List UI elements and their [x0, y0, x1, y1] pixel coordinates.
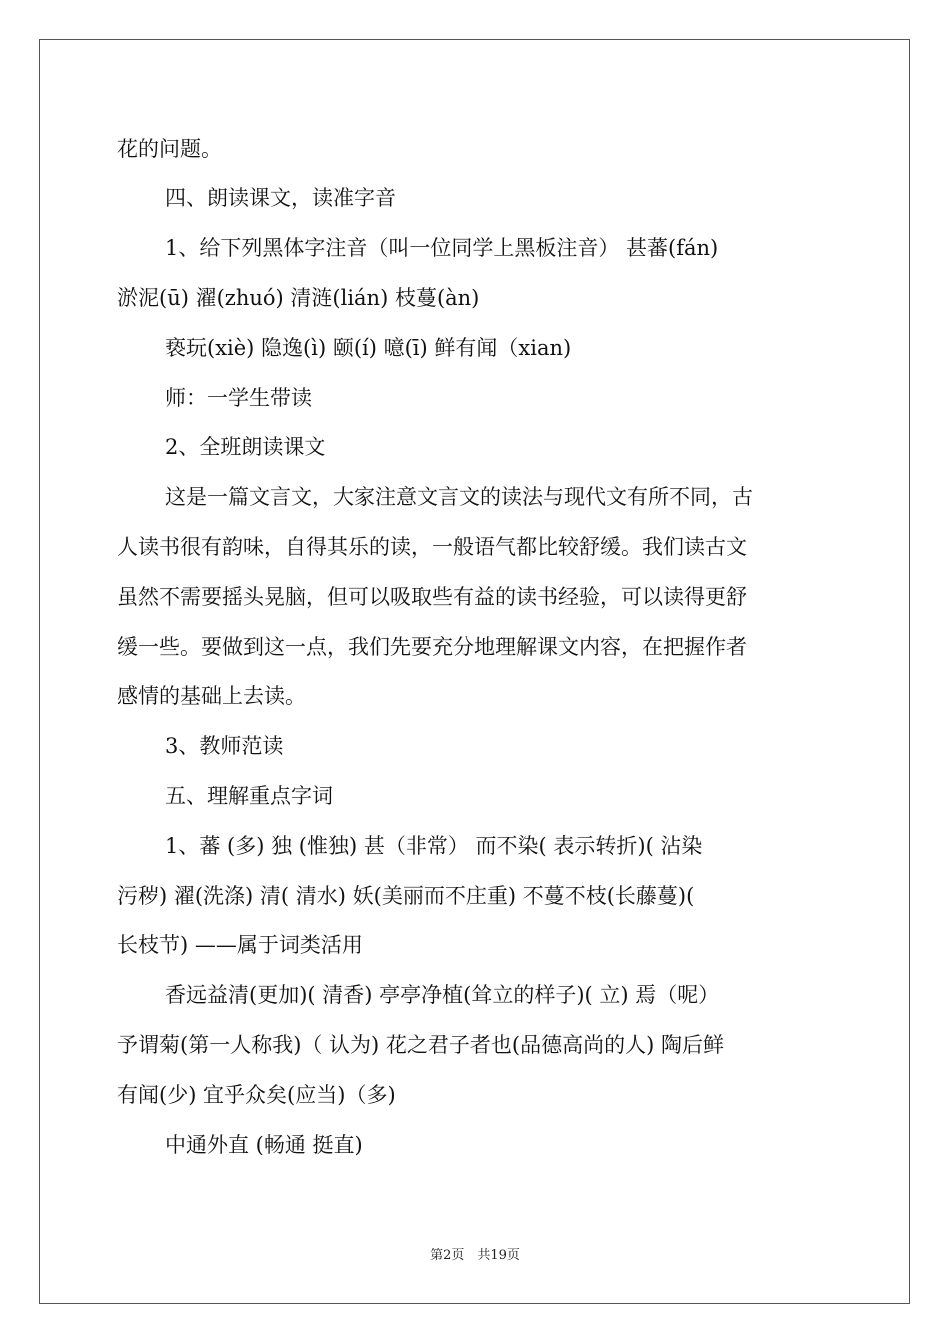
text-line: 污秽) 濯(洗涤) 清( 清水) 妖(美丽而不庄重) 不蔓不枝(长藤蔓)( — [117, 884, 695, 908]
paragraph-line: 这是一篇文言文，大家注意文言文的读法与现代文有所不同，古 — [165, 485, 753, 509]
text-line: 予谓菊(第一人称我)（ 认为) 花之君子者也(品德高尚的人) 陶后鲜 — [117, 1033, 724, 1057]
text-line: 香远益清(更加)( 清香) 亭亭净植(耸立的样子)( 立) 焉（呢） — [165, 983, 720, 1007]
text-line: 长枝节) ——属于词类活用 — [117, 933, 363, 957]
text-line: 2、全班朗读课文 — [165, 435, 326, 459]
text-line: 花的问题。 — [117, 137, 222, 161]
text-line: 1、蕃 (多) 独 (惟独) 甚（非常） 而不染( 表示转折)( 沾染 — [165, 834, 703, 858]
paragraph-line: 虽然不需要摇头晃脑，但可以吸取些有益的读书经验，可以读得更舒 — [117, 585, 747, 609]
text-line: 3、教师范读 — [165, 734, 284, 758]
paragraph-line: 缓一些。要做到这一点，我们先要充分地理解课文内容，在把握作者 — [117, 635, 747, 659]
text-line: 有闻(少) 宜乎众矣(应当)（多) — [117, 1083, 396, 1107]
page-border — [39, 39, 910, 1304]
text-line: 师：一学生带读 — [165, 386, 312, 410]
section-heading: 五、理解重点字词 — [165, 784, 333, 808]
text-line: 1、给下列黑体字注音（叫一位同学上黑板注音） 甚蕃(fán) — [165, 236, 719, 260]
text-line: 中通外直 (畅通 挺直) — [165, 1133, 363, 1157]
page-number-footer: 第2页 共19页 — [430, 1248, 520, 1263]
section-heading: 四、朗读课文，读准字音 — [165, 186, 396, 210]
text-line: 淤泥(ū) 濯(zhuó) 清涟(lián) 枝蔓(àn) — [117, 286, 480, 310]
text-line: 亵玩(xiè) 隐逸(ì) 颐(í) 噫(ī) 鲜有闻（xian) — [165, 336, 572, 360]
paragraph-line: 感情的基础上去读。 — [117, 684, 306, 708]
paragraph-line: 人读书很有韵味，自得其乐的读，一般语气都比较舒缓。我们读古文 — [117, 535, 747, 559]
